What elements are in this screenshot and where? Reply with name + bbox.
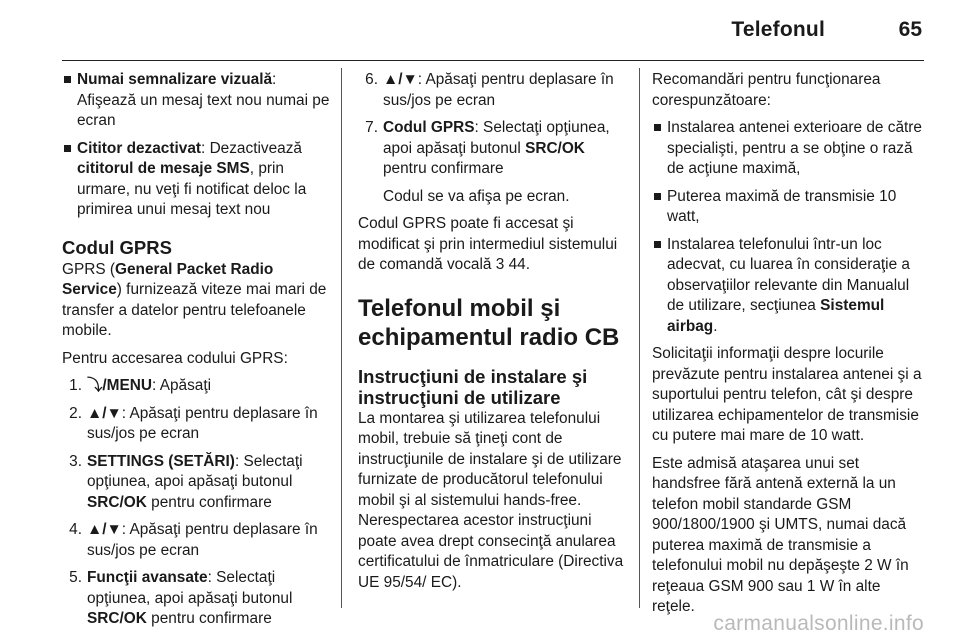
button-name: Funcţii avansate [87,569,208,586]
page-reference[interactable]: 3 44. [495,256,530,273]
list-item-text: Instalarea antenei exterioare de către specialişti, pentru a se obţine o rază de acţiune maximă, [667,119,922,177]
paragraph-text: ) furnizează viteze mai mari de transfer a datelor pentru telefoanele mobile. [62,281,327,339]
paragraph: Codul se va afişa pe ecran. [383,187,570,205]
list-item-text: : Dezactivează [201,139,302,157]
section-reference: Sistemul airbag [667,297,885,335]
section-heading: Codul GPRS [62,236,172,258]
subsection-heading: Instrucţiuni de instalare şi instrucţiuni de utilizare [358,365,588,408]
step-item [62,520,332,561]
step-item [358,118,632,180]
page-title: Telefonul [731,18,825,41]
column-divider-2 [639,68,640,608]
button-name: ▲/▼ [87,521,122,538]
step-number: 6. [365,71,378,88]
paragraph: Recomandări pentru funcţionarea corespunzătoare: [652,71,881,109]
step-text: : Selectaţi opţiunea, apoi apăsaţi butonul [87,569,293,607]
button-name: /MENU [102,377,152,394]
step-text: : Apăsaţi pentru deplasare în sus/jos pe ecran [87,521,318,559]
step-item [358,70,632,111]
watermark: carmanualsonline.info [713,612,924,635]
paragraph: Solicitaţii informaţii despre locurile prevăzute pentru instalarea antenei şi a suportului pentru telefon, cât şi despre utilizarea echipamentelor de transmisie cu putere mai mare de 10 watt. [652,345,922,444]
step-item [62,568,332,630]
section-heading: Telefonul mobil şi echipamentul radio CB [358,294,620,351]
step-number: 3. [69,452,82,470]
list-item-text: Afişează un mesaj text nou numai pe ecran [77,91,330,129]
button-name: SRC/OK [525,139,585,157]
paragraph [62,260,332,342]
option-name: cititorul de mesaje SMS [77,160,250,177]
paragraph-text: GPRS ( [62,260,116,278]
list-item-text: . [713,317,718,335]
list-item-text: Instalarea telefonului într-un loc adecvat, cu luarea în consideraţie a observaţiilor relevante din Manualul de utilizare, secţiunea [667,235,910,314]
list-item-text: : [272,71,277,88]
page-number: 65 [898,18,922,41]
step-item [62,452,332,514]
step-number: 7. [365,119,378,136]
column-2 [358,70,632,600]
header-divider [62,60,924,61]
phone-menu-icon: ⤵ [87,377,103,394]
paragraph-text: Codul GPRS poate fi accesat şi modificat şi prin intermediul sistemului de comandă vocală [358,215,618,273]
column-divider-1 [341,68,342,608]
list-item [652,235,926,338]
step-number: 2. [69,404,82,422]
list-item [652,118,926,180]
step-text: pentru confirmare [146,610,272,627]
column-3 [652,70,926,625]
option-name: Cititor dezactivat [77,139,202,157]
paragraph: La montarea şi utilizarea telefonului mobil, trebuie să ţineţi cont de instrucţiunile de instalare şi de utilizare furnizate de producătorul telefonului mobil şi al sistemului hands-free. Nerespectarea acestor instrucţiuni poate avea drept consecinţă anularea certificatului de înmatriculare (Directiva UE 95/54/ EC). [358,409,624,591]
step-item [62,404,332,445]
step-text: pentru confirmare [383,160,504,177]
list-item-text: , prin urmare, nu veţi fi notificat deloc la primirea unui mesaj text nou [77,160,307,218]
paragraph: Pentru accesarea codului GPRS: [62,349,288,367]
button-name: SRC/OK [87,493,147,511]
step-number: 5. [69,569,82,586]
button-name: Codul GPRS [383,119,475,136]
list-item [62,139,332,221]
step-number: 1. [69,377,82,394]
step-text: : Apăsaţi pentru deplasare în sus/jos pe ecran [383,71,614,109]
column-1 [62,70,332,637]
step-text: : Apăsaţi pentru deplasare în sus/jos pe ecran [87,404,318,442]
button-name: SETTINGS (SETĂRI) [87,452,235,470]
button-name: ▲/▼ [383,71,418,88]
step-text: : Apăsaţi [152,377,212,394]
step-item [62,376,332,397]
list-item-text: Puterea maximă de transmisie 10 watt, [667,187,897,225]
list-item [62,70,332,132]
button-name: SRC/OK [87,610,147,627]
term: General Packet Radio Service [62,260,274,298]
step-text: : Selectaţi opţiunea, apoi apăsaţi butonul [383,119,610,157]
paragraph [358,214,632,276]
paragraph: Este admisă ataşarea unui set handsfree fără antenă externă la un telefon mobil standarde GSM 900/1800/1900 şi UMTS, numai dacă puterea maximă de transmisie a telefonului mobil nu depăşeşte 2 W în reţeaua GSM 900 sau 1 W în alte reţele. [652,454,909,615]
step-number: 4. [69,521,82,538]
step-text: pentru confirmare [146,493,272,511]
button-name: ▲/▼ [87,404,122,422]
step-text: : Selectaţi opţiunea, apoi apăsaţi butonul [87,452,303,490]
option-name: Numai semnalizare vizuală [77,71,273,88]
list-item [652,187,926,228]
